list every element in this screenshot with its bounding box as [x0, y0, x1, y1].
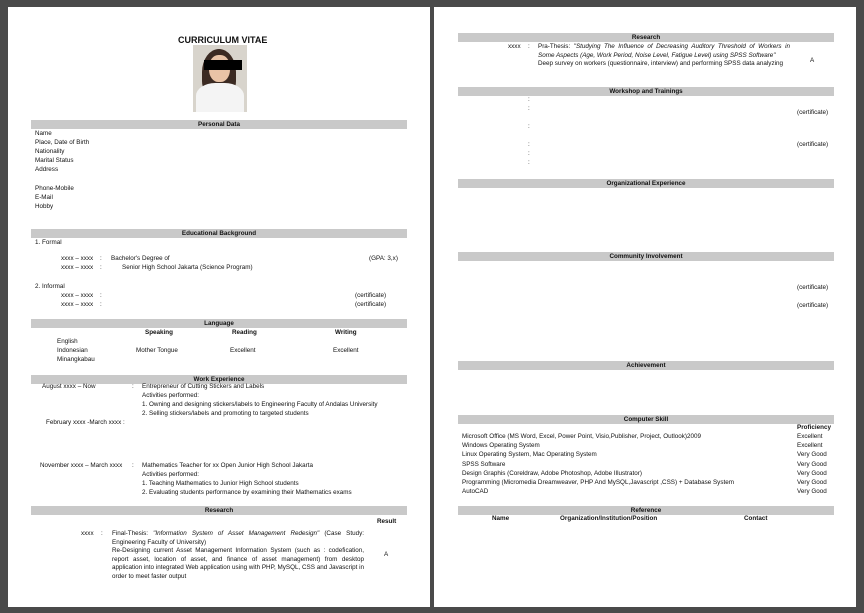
- research-description: [538, 43, 790, 69]
- section-language: Language: [31, 319, 407, 328]
- workshop-colon: :: [528, 159, 530, 166]
- research-after-title: (Case Study: Engineering Faculty of University): [112, 530, 364, 546]
- computer-skill-name: Design Graphis (Coreldraw, Adobe Photoshop, Adobe Illustrator): [462, 470, 642, 477]
- cv-title: CURRICULUM VITAE: [178, 35, 268, 45]
- research-grade: A: [384, 551, 389, 558]
- language-speaking-level: Mother Tongue: [136, 347, 178, 354]
- research-grade: A: [810, 57, 815, 64]
- education-formal-gpa: (GPA: 3,x): [369, 255, 398, 262]
- section-work-experience: Work Experience: [31, 375, 407, 384]
- computer-skill-level: Very Good: [797, 451, 827, 458]
- research-colon: :: [101, 530, 103, 537]
- research-label: Final-Thesis:: [112, 530, 154, 537]
- research-year: xxxx: [508, 43, 521, 50]
- label-phone: Phone-Mobile: [35, 185, 74, 192]
- reference-header-organization: Organization/Institution/Position: [560, 515, 658, 522]
- workshop-colon: :: [528, 105, 530, 112]
- reference-header-name: Name: [492, 515, 510, 522]
- language-reading-level: Excellent: [230, 347, 256, 354]
- work-title: Entrepreneur of Cutting Stickers and Labels: [142, 383, 265, 390]
- language-header-speaking: Speaking: [145, 329, 173, 336]
- language-name: English: [57, 338, 78, 345]
- reference-header-contact: Contact: [744, 515, 768, 522]
- education-informal-certificate: (certificate): [355, 301, 387, 308]
- research-desc: Deep survey on workers (questionnaire, interview) and performing SPSS data analyzing: [538, 60, 784, 67]
- research-title: "Information System of Asset Management Redesign": [153, 530, 320, 537]
- research-label: Pra-Thesis:: [538, 43, 574, 50]
- section-personal-data: Personal Data: [31, 120, 407, 129]
- section-achievement: Achievement: [458, 361, 834, 370]
- workshop-colon: :: [528, 96, 530, 103]
- label-name: Name: [35, 130, 52, 137]
- education-colon: :: [100, 264, 102, 271]
- computer-skill-name: Programming (Micromedia Dreamweaver, PHP And MySQL,Javascript ,CSS) + Database System: [462, 479, 734, 486]
- workshop-certificate: (certificate): [797, 141, 829, 148]
- label-address: Address: [35, 166, 59, 173]
- language-header-writing: Writing: [335, 329, 357, 336]
- education-formal-label: 1. Formal: [35, 239, 62, 246]
- work-period: February xxxx -March xxxx :: [46, 419, 125, 426]
- work-colon: :: [132, 383, 134, 390]
- education-colon: :: [100, 292, 102, 299]
- section-workshop: Workshop and Trainings: [458, 87, 834, 96]
- computer-skill-level: Very Good: [797, 461, 827, 468]
- computer-proficiency-header: Proficiency: [797, 424, 831, 431]
- label-hobby: Hobby: [35, 203, 54, 210]
- section-reference: Reference: [458, 506, 834, 515]
- computer-skill-level: Very Good: [797, 479, 827, 486]
- section-research: Research: [458, 33, 834, 42]
- language-writing-level: Excellent: [333, 347, 359, 354]
- computer-skill-level: Very Good: [797, 488, 827, 495]
- work-activities-label: Activities performed:: [142, 471, 200, 478]
- workshop-certificate: (certificate): [797, 109, 829, 116]
- education-formal-desc: Bachelor's Degree of: [111, 255, 170, 262]
- cv-page-2: [434, 7, 856, 607]
- work-activity-item: 1. Teaching Mathematics to Junior High School students: [142, 480, 299, 487]
- workshop-colon: :: [528, 123, 530, 130]
- computer-skill-name: Windows Operating System: [462, 442, 540, 449]
- education-informal-years: xxxx – xxxx: [61, 301, 94, 308]
- work-activity-item: 2. Selling stickers/labels and promoting to targeted students: [142, 410, 309, 417]
- label-email: E-Mail: [35, 194, 53, 201]
- education-formal-years: xxxx – xxxx: [61, 255, 94, 262]
- research-description: [112, 530, 364, 581]
- research-desc: Re-Designing current Asset Management Information System (such as : codefication, report asset, location of asset, and finance of asset management) from desktop application into integrated Web application using with PHP, MySQL, CSS and Javascript in order to meet faster output: [112, 547, 364, 580]
- education-formal-desc: Senior High School Jakarta (Science Program): [122, 264, 253, 271]
- workshop-colon: :: [528, 141, 530, 148]
- research-title: "Studying The Influence of Decreasing Auditory Threshold of Workers in Some Aspects (Age, Work Period, Noise Level, Fatigue Level) using SPSS Software": [538, 43, 790, 59]
- computer-skill-name: Linux Operating System, Mac Operating System: [462, 451, 597, 458]
- section-education: Educational Background: [31, 229, 407, 238]
- label-place-dob: Place, Date of Birth: [35, 139, 90, 146]
- work-colon: :: [132, 462, 134, 469]
- education-colon: :: [100, 255, 102, 262]
- computer-skill-name: SPSS Software: [462, 461, 506, 468]
- computer-skill-level: Very Good: [797, 470, 827, 477]
- language-name: Minangkabau: [57, 356, 95, 363]
- work-title: Mathematics Teacher for xx Open Junior High School Jakarta: [142, 462, 314, 469]
- work-activity-item: 1. Owning and designing stickers/labels to Engineering Faculty of Andalas University: [142, 401, 378, 408]
- section-community: Community Involvement: [458, 252, 834, 261]
- language-header-reading: Reading: [232, 329, 257, 336]
- community-certificate: (certificate): [797, 302, 829, 309]
- workshop-colon: :: [528, 150, 530, 157]
- work-period: August xxxx – Now: [42, 383, 96, 390]
- portrait-photo-icon: [193, 45, 247, 112]
- section-research: Research: [31, 506, 407, 515]
- education-informal-years: xxxx – xxxx: [61, 292, 94, 299]
- education-formal-years: xxxx – xxxx: [61, 264, 94, 271]
- computer-skill-level: Excellent: [797, 433, 823, 440]
- work-activity-item: 2. Evaluating students performance by examining their Mathematics exams: [142, 489, 352, 496]
- label-marital-status: Marital Status: [35, 157, 74, 164]
- work-activities-label: Activities performed:: [142, 392, 200, 399]
- research-result-header: Result: [377, 518, 397, 525]
- cv-page-1: [8, 7, 430, 607]
- computer-skill-level: Excellent: [797, 442, 823, 449]
- education-informal-certificate: (certificate): [355, 292, 387, 299]
- education-informal-label: 2. Informal: [35, 283, 65, 290]
- research-colon: :: [528, 43, 530, 50]
- computer-skill-name: Microsoft Office (MS Word, Excel, Power Point, Visio,Publisher, Project, Outlook)2009: [462, 433, 702, 440]
- education-colon: :: [100, 301, 102, 308]
- label-nationality: Nationality: [35, 148, 65, 155]
- section-organizational: Organizational Experience: [458, 179, 834, 188]
- community-certificate: (certificate): [797, 284, 829, 291]
- language-name: Indonesian: [57, 347, 88, 354]
- computer-skill-name: AutoCAD: [462, 488, 489, 495]
- research-year: xxxx: [81, 530, 94, 537]
- work-period: November xxxx – March xxxx: [40, 462, 123, 469]
- section-computer-skill: Computer Skill: [458, 415, 834, 424]
